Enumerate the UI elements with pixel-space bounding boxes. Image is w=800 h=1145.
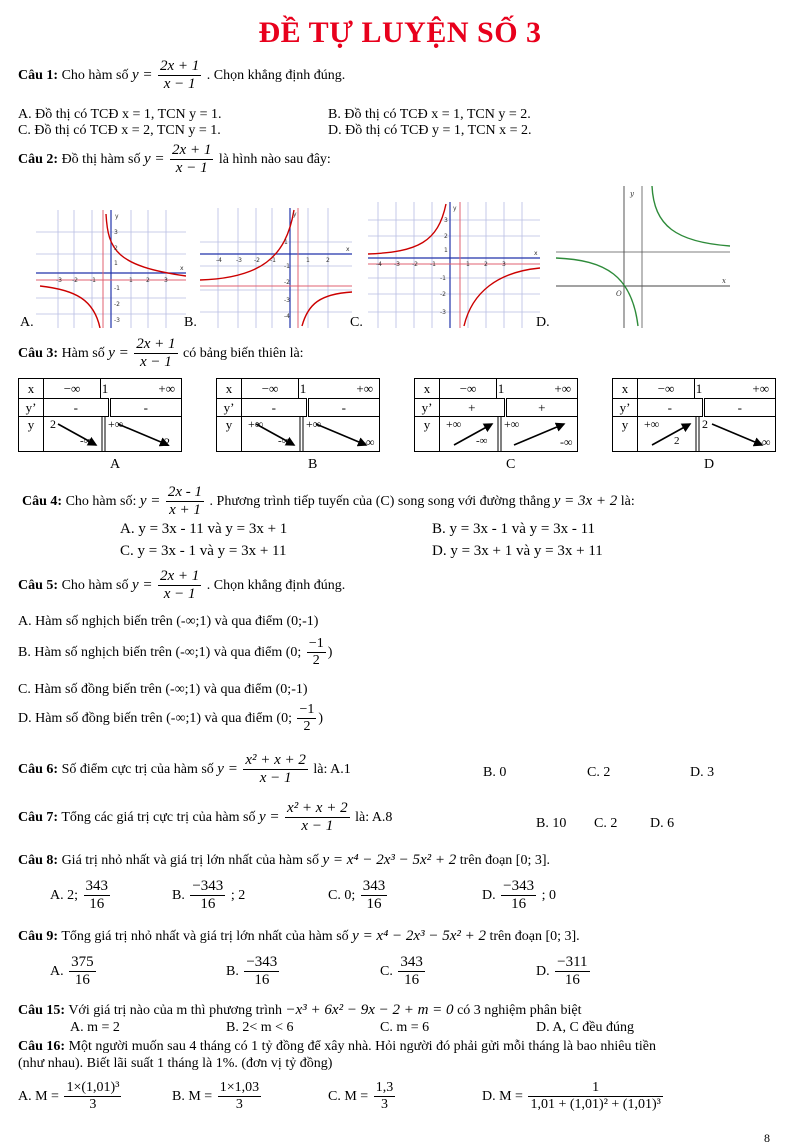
variation-arrow <box>514 424 564 445</box>
question-text: Tổng các giá trị cực trị của hàm số <box>61 809 256 825</box>
curve-branch <box>556 258 638 326</box>
derivative-sign: + <box>505 399 578 417</box>
question-text: là hình nào sau đây: <box>218 151 331 167</box>
tick-label: -1 <box>284 263 290 270</box>
derivative-sign: - <box>307 399 380 417</box>
question-text: Cho hàm số: <box>65 493 137 509</box>
numerator: 1 <box>528 1080 662 1097</box>
tick-label: 2 <box>326 257 330 264</box>
question-label: Câu 5: <box>18 577 59 593</box>
limit-value: -∞ <box>476 435 488 447</box>
question-text: (như nhau). Biết lãi suất 1 tháng là 1%. (đơn vị tỷ đồng) <box>18 1056 333 1071</box>
x-value: −∞ <box>638 379 695 399</box>
variation-arrow <box>712 424 762 445</box>
option-fraction <box>69 954 96 990</box>
tick-label: -2 <box>284 279 290 286</box>
limit-value: +∞ <box>108 417 124 431</box>
curve-branch <box>464 268 540 326</box>
tick-label: -3 <box>236 257 242 264</box>
table-letter: C <box>506 457 516 472</box>
tick-label: 1 <box>444 247 448 254</box>
numerator: 1×(1,01)³ <box>64 1080 121 1097</box>
denominator: 16 <box>254 972 270 989</box>
row-header: x <box>613 379 638 399</box>
option-text: D. <box>536 963 550 979</box>
page-title: ĐỀ TỰ LUYỆN SỐ 3 <box>258 16 542 49</box>
graph-a[interactable] <box>36 210 186 328</box>
tick-label: 3 <box>164 277 168 284</box>
limit-value: +∞ <box>504 417 520 431</box>
limit-value: 2 <box>50 417 56 431</box>
question-text: Với giá trị nào của m thì phương trình <box>68 1003 283 1018</box>
option-fraction <box>555 954 589 990</box>
option-fraction <box>374 1080 396 1113</box>
limit-value: -∞ <box>362 435 375 449</box>
question-label: Câu 9: <box>18 929 59 944</box>
x-value: +∞ <box>703 379 776 399</box>
denominator: 3 <box>380 1097 388 1113</box>
graph-c-label: C. <box>350 315 363 330</box>
question-text: là: <box>620 493 635 509</box>
option-c[interactable]: C. 2 <box>587 765 611 780</box>
question-7 <box>18 800 392 836</box>
graph-b-label: B. <box>184 315 197 330</box>
question-2 <box>18 142 331 178</box>
function-lhs: y = <box>131 66 153 83</box>
question-label: Câu 7: <box>18 809 59 825</box>
question-text: . Chọn khẳng định đúng. <box>206 577 346 593</box>
question-text: trên đoạn [0; 3]. <box>459 853 550 868</box>
x-value: 1 <box>497 379 506 399</box>
numerator: 2x + 1 <box>158 58 201 76</box>
tick-label: -1 <box>270 257 276 264</box>
axis-label: x <box>534 250 538 257</box>
option-a[interactable]: A. Hàm số nghịch biến trên (-∞;1) và qua điểm (0;-1) <box>18 614 319 629</box>
variation-table-d[interactable] <box>612 378 776 452</box>
derivative-sign: - <box>638 399 704 417</box>
denominator: x − 1 <box>163 586 196 603</box>
limit-value: +∞ <box>248 417 264 431</box>
numerator: 2x - 1 <box>166 484 204 502</box>
question-text: có 3 nghiệm phân biệt <box>457 1003 582 1018</box>
x-value: +∞ <box>307 379 380 399</box>
tick-label: 1 <box>306 257 310 264</box>
question-16 <box>18 1040 656 1054</box>
function-lhs: y = <box>217 760 238 777</box>
denominator: x + 1 <box>169 502 201 519</box>
axis-label: x <box>346 246 350 253</box>
numerator: −1 <box>297 702 316 719</box>
question-label: Câu 4: <box>22 493 63 509</box>
graph-d[interactable] <box>556 186 730 328</box>
tick-label: 1 <box>466 261 470 268</box>
question-label: Câu 3: <box>18 345 59 361</box>
denominator: 3 <box>235 1097 243 1113</box>
tick-label: -3 <box>284 297 290 304</box>
option-d[interactable]: D. 6 <box>650 816 675 831</box>
question-text: có bảng biến thiên là: <box>183 345 304 361</box>
tick-label: -2 <box>114 301 120 308</box>
function-lhs: y = <box>131 576 153 593</box>
variation-row <box>242 417 380 452</box>
option-c[interactable] <box>328 1080 397 1113</box>
axis-label: y <box>293 211 297 218</box>
derivative-sign: + <box>440 399 506 417</box>
denominator: 16 <box>74 972 90 989</box>
graph-d-label: D. <box>536 315 550 330</box>
variation-table-c[interactable] <box>414 378 578 452</box>
row-header: y <box>217 417 242 452</box>
axis-label: y <box>115 213 119 220</box>
numerator: 2x + 1 <box>158 568 201 586</box>
question-label: Câu 6: <box>18 761 59 777</box>
tick-label: -2 <box>254 257 260 264</box>
option-b[interactable] <box>18 636 332 669</box>
question-text: Cho hàm số <box>61 577 129 593</box>
option-c[interactable]: C. 2 <box>594 816 618 831</box>
denominator: 16 <box>366 896 382 913</box>
function-fraction <box>243 752 308 788</box>
limit-value: -∞ <box>560 435 573 449</box>
tick-label: 1 <box>284 239 288 246</box>
option-d[interactable]: D. y = 3x + 1 và y = 3x + 11 <box>432 543 603 559</box>
limit-value: 2 <box>164 435 170 449</box>
denominator: 16 <box>89 896 105 913</box>
curve-branch <box>302 292 352 326</box>
denominator: 2 <box>312 653 320 669</box>
option-text: B. M = <box>172 1088 213 1104</box>
variation-row <box>638 417 776 452</box>
x-value: 1 <box>695 379 704 399</box>
function-lhs: y = <box>259 808 280 825</box>
variation-row <box>440 417 578 452</box>
variation-table-b[interactable] <box>216 378 380 452</box>
question-6 <box>18 752 351 788</box>
option-b[interactable]: B. 0 <box>483 765 507 780</box>
numerator: −343 <box>501 878 536 896</box>
limit-value: 2 <box>702 417 708 431</box>
function-lhs: y = <box>144 150 165 167</box>
option-a[interactable] <box>50 878 112 914</box>
axis-label: x <box>722 277 726 285</box>
option-text: A. M = <box>18 1088 59 1104</box>
tick-label: 1 <box>114 260 118 267</box>
tick-label: -1 <box>114 285 120 292</box>
axis-label: y <box>453 205 457 212</box>
option-fraction <box>64 1080 121 1113</box>
table-letter: A <box>110 457 121 472</box>
function-fraction <box>134 336 177 372</box>
option-b[interactable]: B. 10 <box>536 816 567 831</box>
option-c[interactable]: C. Hàm số đồng biến trên (-∞;1) và qua điểm (0;-1) <box>18 682 308 697</box>
row-header: y’ <box>217 399 242 417</box>
option-c[interactable]: C. m = 6 <box>380 1020 430 1035</box>
tick-label: 2 <box>444 233 448 240</box>
x-value: −∞ <box>242 379 299 399</box>
numerator: −343 <box>190 878 225 896</box>
graph-c[interactable] <box>368 202 540 328</box>
function-lhs: y = <box>108 344 129 361</box>
x-value: −∞ <box>44 379 101 399</box>
question-text: Tổng giá trị nhỏ nhất và giá trị lớn nhất của hàm số <box>61 929 349 944</box>
variation-row <box>44 417 182 452</box>
question-15 <box>18 1003 581 1018</box>
option-a[interactable]: A. y = 3x - 11 và y = 3x + 1 <box>120 521 288 537</box>
row-header: y’ <box>415 399 440 417</box>
numerator: −1 <box>307 636 326 653</box>
tick-label: 1 <box>129 277 133 284</box>
curve-branch <box>106 214 186 276</box>
row-header: y <box>415 417 440 452</box>
tick-label: -2 <box>412 261 418 268</box>
row-header: y’ <box>19 399 44 417</box>
option-text: D. M = <box>482 1088 523 1104</box>
row-header: y’ <box>613 399 638 417</box>
option-b[interactable]: B. 2< m < 6 <box>226 1020 294 1035</box>
option-text: ; 2 <box>230 887 246 903</box>
curve-branch <box>652 186 730 246</box>
option-text: ; 0 <box>541 887 556 903</box>
row-header: x <box>19 379 44 399</box>
numerator: 375 <box>69 954 96 972</box>
tick-label: -2 <box>72 277 78 284</box>
limit-value: -∞ <box>80 435 92 447</box>
option-text: C. 0; <box>328 887 356 903</box>
option-fraction <box>528 1080 662 1113</box>
function-formula: −x³ + 6x² − 9x − 2 + m = 0 <box>285 1002 454 1018</box>
option-d[interactable] <box>482 1080 665 1113</box>
row-header: x <box>415 379 440 399</box>
tick-label: -3 <box>114 317 120 324</box>
numerator: 2x + 1 <box>170 142 213 160</box>
tick-label: -2 <box>440 291 446 298</box>
tick-label: -4 <box>376 261 382 268</box>
line-equation: y = 3x + 2 <box>553 492 618 509</box>
question-label: Câu 1: <box>18 67 59 83</box>
graph-b[interactable] <box>200 208 352 328</box>
function-formula: y = x⁴ − 2x³ − 5x² + 2 <box>352 928 486 944</box>
option-text: A. 2; <box>50 887 78 903</box>
option-a[interactable]: là: A.8 <box>355 809 393 825</box>
option-c[interactable] <box>328 878 389 914</box>
option-a[interactable]: A. m = 2 <box>70 1020 120 1035</box>
question-4 <box>22 484 635 520</box>
option-text: B. <box>172 887 185 903</box>
denominator: 16 <box>404 972 420 989</box>
option-fraction <box>218 1080 261 1113</box>
option-c[interactable]: C. Đồ thị có TCĐ x = 2, TCN y = 1. <box>18 123 221 138</box>
numerator: −311 <box>555 954 589 972</box>
tick-label: -1 <box>440 275 446 282</box>
origin-label: O <box>616 290 622 298</box>
tick-label: 3 <box>444 217 448 224</box>
option-text: ) <box>318 710 324 726</box>
option-a[interactable] <box>18 1080 123 1113</box>
row-header: x <box>217 379 242 399</box>
option-text: D. <box>482 887 496 903</box>
option-text: B. <box>226 963 239 979</box>
graph-a-label: A. <box>20 315 34 330</box>
option-text: D. Hàm số đồng biến trên (-∞;1) và qua điểm (0; <box>18 710 292 726</box>
axis-label: y <box>630 190 634 198</box>
function-fraction <box>158 568 201 604</box>
limit-value: -∞ <box>758 435 771 449</box>
tick-label: -3 <box>56 277 62 284</box>
option-fraction <box>361 878 388 914</box>
option-c[interactable]: C. y = 3x - 1 và y = 3x + 11 <box>120 543 287 559</box>
x-value: 1 <box>299 379 308 399</box>
option-d[interactable]: D. A, C đều đúng <box>536 1020 634 1035</box>
derivative-sign: - <box>242 399 308 417</box>
option-a[interactable]: là: A.1 <box>313 761 351 777</box>
option-text: ) <box>327 644 333 660</box>
numerator: 1×1,03 <box>218 1080 261 1097</box>
denominator: x − 1 <box>259 770 292 787</box>
derivative-sign: - <box>109 399 182 417</box>
question-1 <box>18 58 345 94</box>
option-d[interactable] <box>18 702 323 735</box>
page-number: 8 <box>764 1131 770 1145</box>
curve-branch <box>200 210 294 280</box>
question-text: Giá trị nhỏ nhất và giá trị lớn nhất của hàm số <box>61 853 319 868</box>
question-8 <box>18 853 550 868</box>
question-label: Câu 2: <box>18 151 59 167</box>
option-text: C. M = <box>328 1088 369 1104</box>
numerator: 343 <box>84 878 111 896</box>
option-b[interactable] <box>172 1080 263 1113</box>
denominator: 16 <box>200 896 216 913</box>
option-d[interactable] <box>536 954 592 990</box>
x-value: +∞ <box>109 379 182 399</box>
tick-label: 2 <box>484 261 488 268</box>
variation-arrow <box>118 424 168 445</box>
question-text: Hàm số <box>61 345 105 361</box>
option-text: A. <box>50 963 64 979</box>
row-header: y <box>19 417 44 452</box>
x-value: 1 <box>101 379 110 399</box>
numerator: 343 <box>361 878 388 896</box>
function-fraction <box>285 800 350 836</box>
option-b[interactable] <box>172 878 245 914</box>
question-text: Đồ thị hàm số <box>61 151 141 167</box>
denominator: x − 1 <box>140 354 172 371</box>
option-fraction <box>307 636 326 669</box>
denominator: x − 1 <box>301 818 334 835</box>
option-text: C. <box>380 963 393 979</box>
option-a[interactable]: A. Đồ thị có TCĐ x = 1, TCN y = 1. <box>18 107 222 122</box>
tick-label: -4 <box>216 257 222 264</box>
option-b[interactable] <box>226 954 281 990</box>
tick-label: -1 <box>430 261 436 268</box>
question-9 <box>18 929 580 944</box>
derivative-sign: - <box>44 399 110 417</box>
option-text: B. Hàm số nghịch biến trên (-∞;1) và qua điểm (0; <box>18 644 302 660</box>
numerator: 343 <box>398 954 425 972</box>
denominator: x − 1 <box>175 160 208 177</box>
axis-label: x <box>180 265 184 272</box>
tick-label: -4 <box>284 313 290 320</box>
numerator: −343 <box>244 954 279 972</box>
option-d[interactable]: D. Đồ thị có TCĐ y = 1, TCN x = 2. <box>328 123 532 138</box>
denominator: 16 <box>511 896 527 913</box>
option-fraction <box>501 878 536 914</box>
denominator: 1,01 + (1,01)² + (1,01)³ <box>530 1097 661 1113</box>
table-letter: D <box>704 457 715 472</box>
tick-label: 3 <box>502 261 506 268</box>
question-text: Cho hàm số <box>61 67 129 83</box>
function-fraction <box>170 142 213 178</box>
limit-value: -∞ <box>278 435 290 447</box>
tick-label: 3 <box>114 229 118 236</box>
denominator: 16 <box>564 972 580 989</box>
option-b[interactable]: B. Đồ thị có TCĐ x = 1, TCN y = 2. <box>328 107 531 122</box>
denominator: 3 <box>89 1097 97 1113</box>
limit-value: +∞ <box>306 417 322 431</box>
limit-value: +∞ <box>446 417 462 431</box>
option-c[interactable] <box>380 954 427 990</box>
function-fraction <box>158 58 201 94</box>
denominator: 2 <box>303 719 311 735</box>
curve-branch <box>368 204 446 254</box>
question-text: . Chọn khẳng định đúng. <box>206 67 346 83</box>
variation-arrow <box>316 424 366 445</box>
tick-label: -3 <box>394 261 400 268</box>
option-a[interactable] <box>50 954 98 990</box>
question-label: Câu 8: <box>18 853 59 868</box>
option-fraction <box>244 954 279 990</box>
limit-value: 2 <box>674 435 680 447</box>
option-b[interactable]: B. y = 3x - 1 và y = 3x - 11 <box>432 521 596 537</box>
question-label: Câu 16: <box>18 1039 66 1054</box>
x-value: −∞ <box>440 379 497 399</box>
numerator: 2x + 1 <box>134 336 177 354</box>
question-text: trên đoạn [0; 3]. <box>489 929 580 944</box>
option-d[interactable]: D. 3 <box>690 765 715 780</box>
question-text: . Phương trình tiếp tuyến của (C) song song với đường thẳng <box>209 493 551 509</box>
function-lhs: y = <box>139 492 161 509</box>
denominator: x − 1 <box>163 76 196 93</box>
option-fraction <box>190 878 225 914</box>
question-text: Một người muốn sau 4 tháng có 1 tỷ đồng để xây nhà. Hỏi người đó phải gửi mỗi tháng là bao nhiêu tiền <box>68 1039 656 1054</box>
limit-value: +∞ <box>644 417 660 431</box>
function-fraction <box>166 484 204 520</box>
question-3 <box>18 336 304 372</box>
row-header: y <box>613 417 638 452</box>
table-letter: B <box>308 457 318 472</box>
option-d[interactable] <box>482 878 556 914</box>
curve-branch <box>40 286 100 328</box>
question-label: Câu 15: <box>18 1003 66 1018</box>
derivative-sign: - <box>703 399 776 417</box>
x-value: +∞ <box>505 379 578 399</box>
option-fraction <box>398 954 425 990</box>
question-5 <box>18 568 345 604</box>
option-fraction <box>84 878 111 914</box>
function-formula: y = x⁴ − 2x³ − 5x² + 2 <box>322 852 457 868</box>
tick-label: -3 <box>440 309 446 316</box>
numerator: 1,3 <box>374 1080 396 1097</box>
variation-table-a[interactable] <box>18 378 182 452</box>
tick-label: 2 <box>114 245 118 252</box>
tick-label: 2 <box>146 277 150 284</box>
tick-label: -1 <box>90 277 96 284</box>
option-fraction <box>297 702 316 735</box>
question-text: Số điểm cực trị của hàm số <box>61 761 214 777</box>
numerator: x² + x + 2 <box>243 752 308 770</box>
numerator: x² + x + 2 <box>285 800 350 818</box>
